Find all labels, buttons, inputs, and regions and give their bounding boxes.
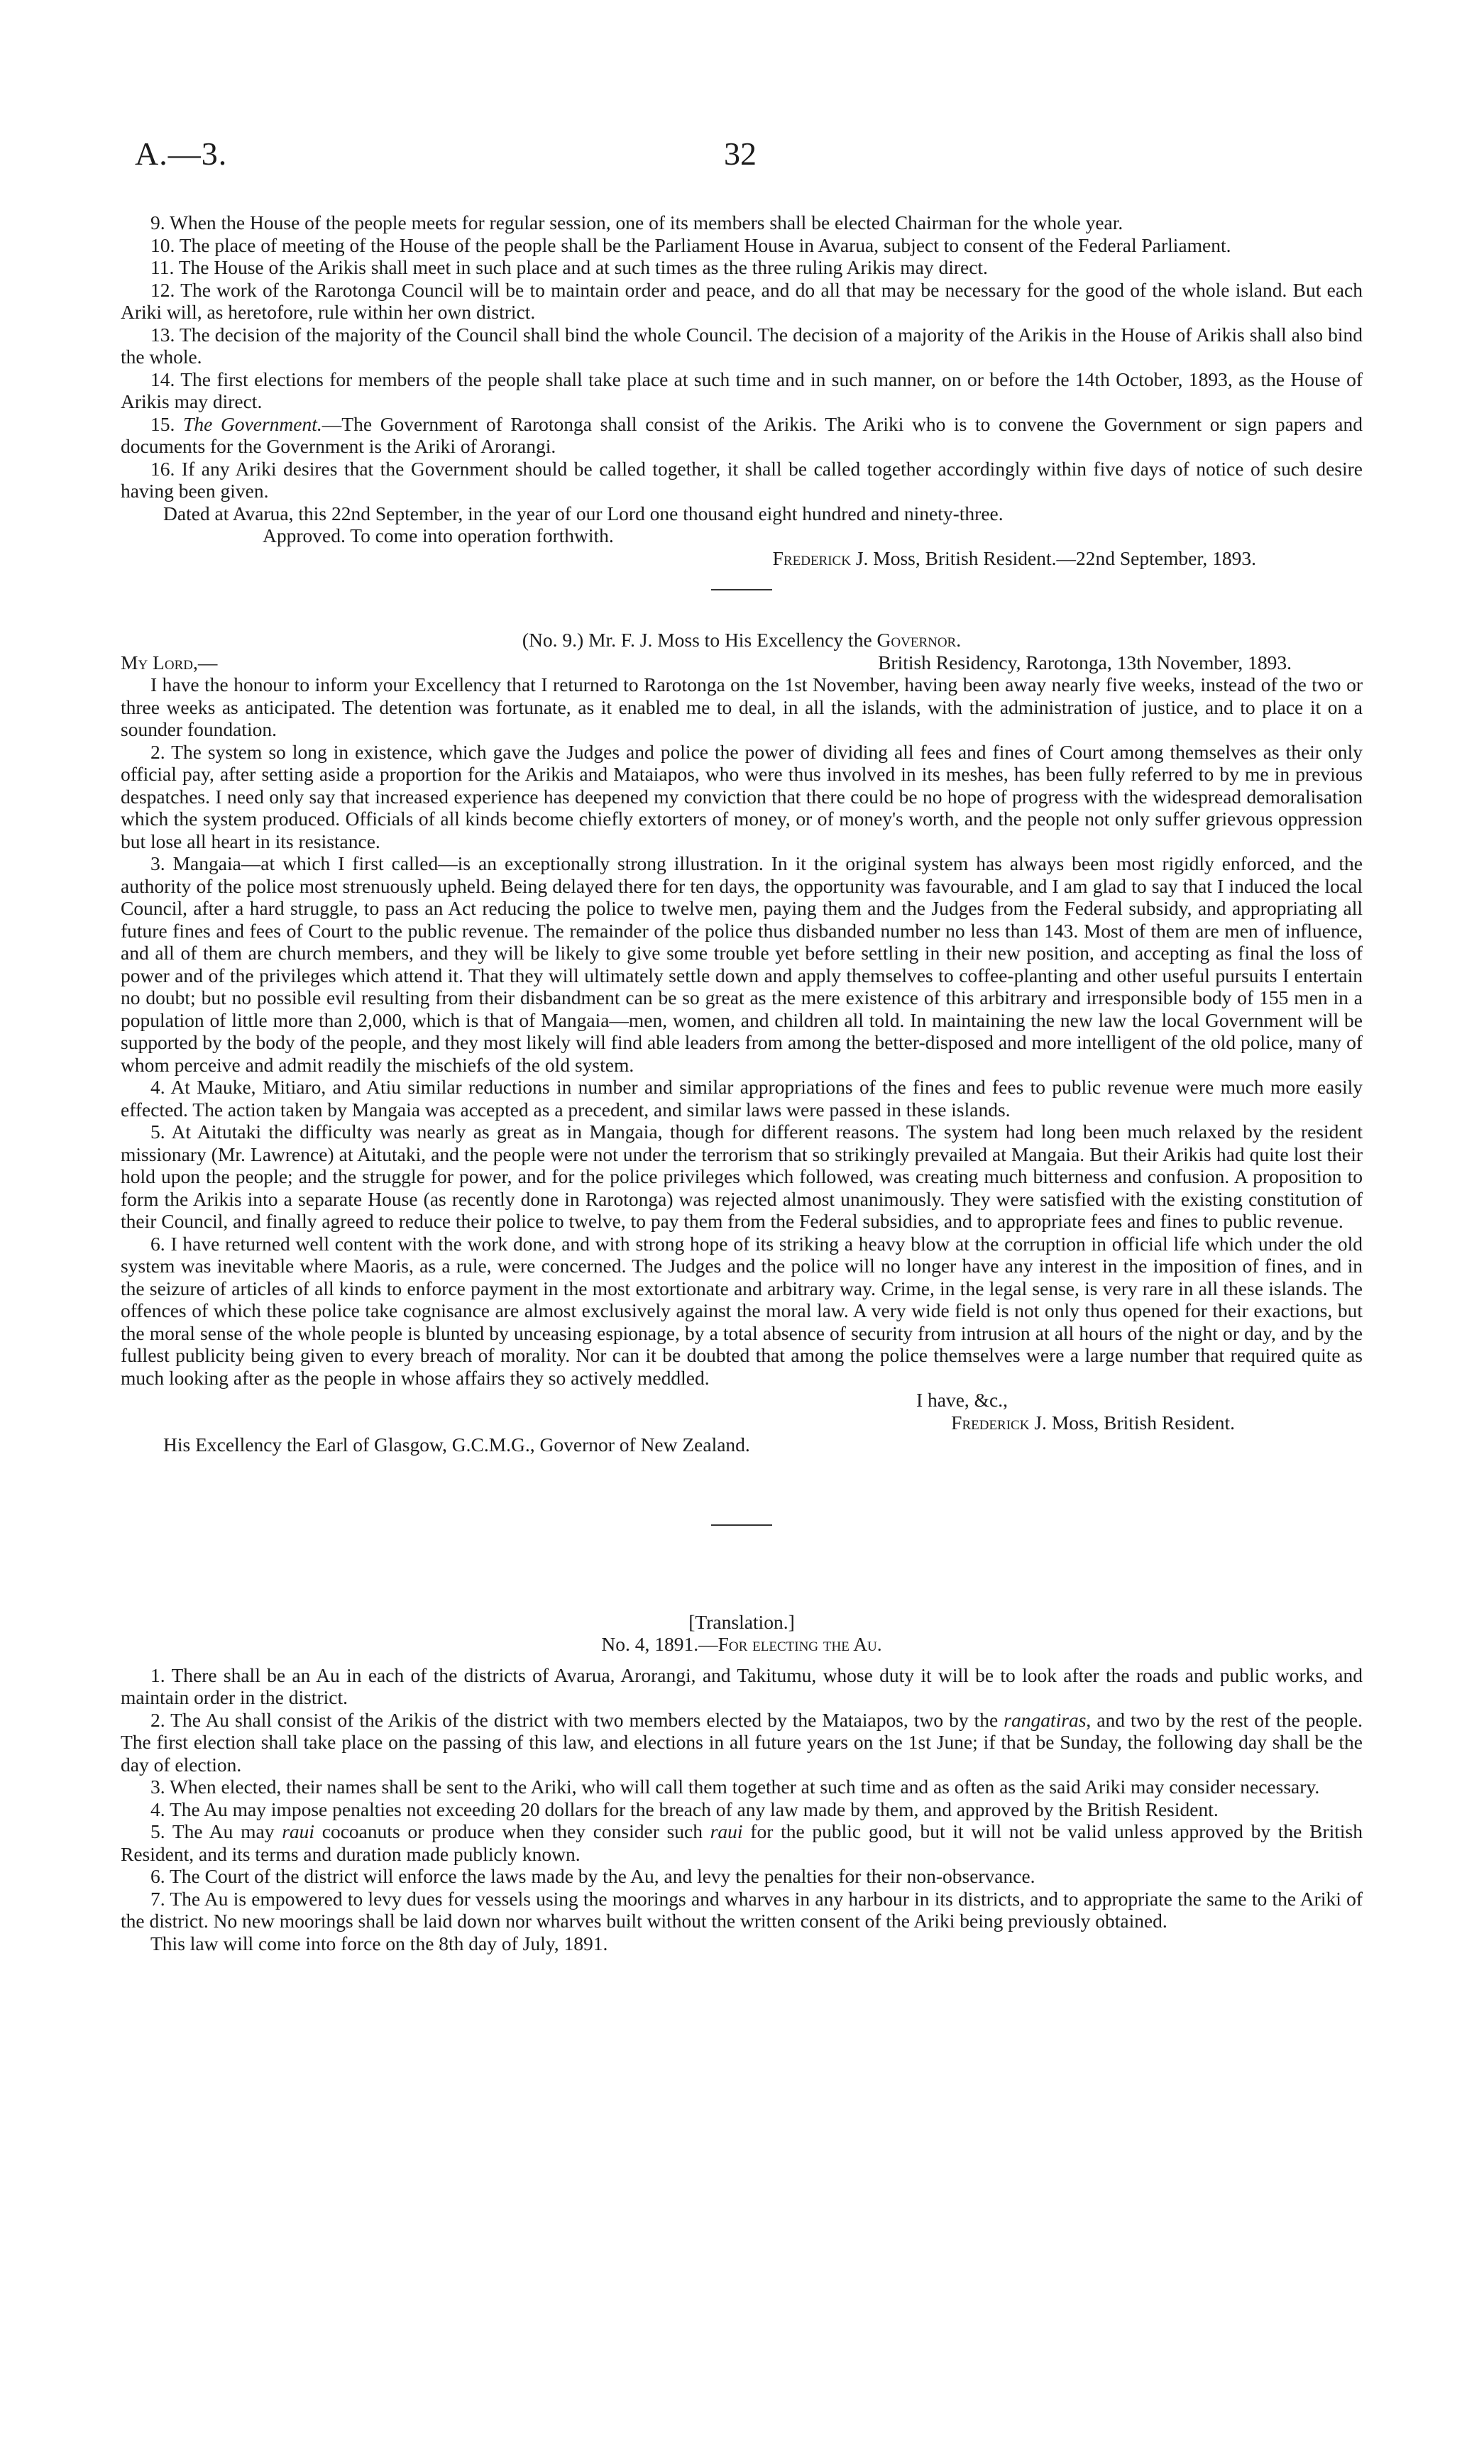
- clause-9: 9. When the House of the people meets for regular session, one of its members shall be elected Chairman for the whole year.: [150, 211, 1123, 233]
- letter-paragraph: 3. Mangaia—at which I first called—is an exceptionally strong illustration. In it the original system has always been most rigidly enforced, and the authority of the police most strenuously upheld. Being delayed there for ten days, the opportunity was favourable, and I am glad to say that I induced the local Council, after a hard struggle, to pass an Act reducing the police to twelve men, paying them and the Judges from the Federal subsidy, and appropriating all future fines and fees of Court to the public revenue. The remainder of the police thus disbanded number no less than 143. Most of them are men of influence, and all of them are church members, and they will be likely to give some trouble yet before settling in their new position, and accepting as final the loss of power and of the privileges which attend it. That they will ultimately settle down and apply themselves to coffee-planting and other useful pursuits I entertain no doubt; but no possible evil resulting from their disbandment can be so great as the mere existence of this arbitrary and irresponsible body of 155 men in a population of little more than 2,000, which is that of Mangaia—men, women, and children all told. In maintaining the new law the local Government will be supported by the body of the people, and they most likely will find able leaders from among the better-disposed and more intelligent of the old police, many of whom perceive and admit readily the mischiefs of the old system.: [121, 852, 1363, 1076]
- law-item-7: 7. The Au is empowered to levy dues for vessels using the moorings and wharves in any harbour in its districts, and to appropriate the same to the Ariki of the district. No new moorings shall be laid down nor wharves built without the written consent of the Ariki being previously obtained.: [121, 1887, 1363, 1932]
- page-header: [135, 135, 1356, 185]
- translation-heading: No. 4, 1891.—For electing the Au.: [601, 1633, 882, 1655]
- letter-paragraph: 4. At Mauke, Mitiaro, and Atiu similar reductions in number and similar appropriations of the fines and fees to public revenue were much more easily effected. The action taken by Mangaia was accepted as a precedent, and similar laws were passed in these islands.: [121, 1076, 1363, 1121]
- law-item-3: 3. When elected, their names shall be sent to the Ariki, who will call them together at such time and as often as the said Ariki may consider necessary.: [150, 1776, 1320, 1798]
- clause-12: 12. The work of the Rarotonga Council will be to maintain order and peace, and do all that may be necessary for the good of the whole island. But each Ariki will, as heretofore, rule within her own district.: [121, 278, 1363, 323]
- salutation-row: [121, 651, 1363, 674]
- law-item-4: 4. The Au may impose penalties not exceeding 20 dollars for the breach of any law made by them, and approved by the British Resident.: [150, 1798, 1219, 1820]
- document-reference: A.—3.: [135, 136, 228, 172]
- clause-16: 16. If any Ariki desires that the Government should be called together, it shall be called together accordingly within five days of notice of such desire having been given.: [121, 457, 1363, 502]
- page-body: [121, 211, 1363, 1954]
- clause-10: 10. The place of meeting of the House of the people shall be the Parliament House in Avarua, subject to consent of the Federal Parliament.: [150, 233, 1231, 256]
- letter-addressee: His Excellency the Earl of Glasgow, G.C.M.G., Governor of New Zealand.: [163, 1434, 750, 1456]
- letter-paragraph: 5. At Aitutaki the difficulty was nearly as great as in Mangaia, though for different reasons. The system had long been much relaxed by the resident missionary (Mr. Lawrence) at Aitutaki, and the people were not under the terrorism that so strikingly prevailed at Mangaia. But their Arikis had quite lost their hold upon the people; and the struggle for power, and for the police privileges which followed, was creating much bitterness and confusion. A proposition to form the Arikis into a separate House (as recently done in Rarotonga) was rejected almost unanimously. They were satisfied with the existing constitution of their Council, and finally agreed to reduce their police to twelve, to pay them from the Federal subsidies, and to appropriate fees and fines to public revenue.: [121, 1121, 1363, 1232]
- law-item-5: 5. The Au may raui cocoanuts or produce when they consider such raui for the public good, but it will not be valid unless approved by the British Resident, and its terms and duration made publicly known.: [121, 1820, 1363, 1865]
- law-item-2: 2. The Au shall consist of the Arikis of the district with two members elected by the Mataiapos, two by the rangatiras, and two by the rest of the people. The first election shall take place on the passing of this law, and elections in all future years on the 1st June; if that be Sunday, the following day shall be the day of election.: [121, 1708, 1363, 1776]
- letter-heading: (No. 9.) Mr. F. J. Moss to His Excellency the Governor.: [522, 629, 962, 651]
- letter-no-9: [121, 629, 1363, 1456]
- clause-14: 14. The first elections for members of the people shall take place at such time and in such manner, on or before the 14th October, 1893, as the House of Arikis may direct.: [121, 368, 1363, 412]
- clause-15-title: The Government.: [183, 412, 322, 435]
- clause-11: 11. The House of the Arikis shall meet in such place and at such times as the three ruling Arikis may direct.: [150, 256, 988, 278]
- salutation: My Lord,—: [121, 651, 218, 673]
- law-item-6: 6. The Court of the district will enforce the laws made by the Au, and levy the penalties for their non-observance.: [150, 1865, 1035, 1887]
- law-in-force-line: This law will come into force on the 8th day of July, 1891.: [150, 1932, 608, 1954]
- letter-paragraph: 6. I have returned well content with the work done, and with strong hope of its striking a heavy blow at the corruption in official life which under the old system was inevitable where Maoris, as a rule, were concerned. The Judges and the police will no longer have any interest in the imposition of fines, and in the seizure of articles of all kinds to enforce payment in the most extortionate and arbitrary way. Crime, in the legal sense, is very rare in all these islands. The offences of which these police take cognisance are almost exclusively against the moral law. A very wide field is not only thus opened for their exactions, but the moral sense of the whole people is blunted by unceasing espionage, by a total absence of security from intrusion at all hours of the night or day, and by the fullest publicity being given to every breach of morality. Nor can it be doubted that among the police themselves were a large number that required quite as much looking after as the people in whose affairs they so actively meddled.: [121, 1232, 1363, 1389]
- approved-line: Approved. To come into operation forthwith.: [263, 524, 614, 546]
- page-number: 32: [724, 136, 757, 172]
- letter-address: British Residency, Rarotonga, 13th November, 1893.: [878, 651, 1292, 673]
- translation-label: [Translation.]: [688, 1610, 795, 1633]
- dated-line: Dated at Avarua, this 22nd September, in the year of our Lord one thousand eight hundred and ninety-three.: [163, 502, 1004, 524]
- letter-paragraph: I have the honour to inform your Excellency that I returned to Rarotonga on the 1st November, having been away nearly five weeks, instead of the two or three weeks as anticipated. The detention was fortunate, as it enabled me to deal, in all the islands, with the administration of justice, and to place it on a sounder foundation.: [121, 673, 1363, 740]
- letter-paragraph: 2. The system so long in existence, which gave the Judges and police the power of dividing all fees and fines of Court among themselves as their only official pay, after setting aside a proportion for the Arikis and Mataiapos, who were thus involved in its meshes, has been fully referred to by me in previous despatches. I need only say that increased experience has deepened my conviction that there could be no hope of progress with the widespread demoralisation which the system produced. Officials of all kinds become chiefly extorters of money, or of money's worth, and the people not only suffer grievous oppression but lose all heart in its resistance.: [121, 740, 1363, 852]
- constitution-clauses: [121, 211, 1363, 569]
- clause-13: 13. The decision of the majority of the Council shall bind the whole Council. The decision of a majority of the Arikis in the House of Arikis shall also bind the whole.: [121, 323, 1363, 368]
- letter-signature: Frederick J. Moss, British Resident.: [951, 1411, 1235, 1434]
- translation-section: [121, 1611, 1363, 1955]
- law-item-1: 1. There shall be an Au in each of the districts of Avarua, Arorangi, and Takitumu, whose duty it will be to look after the roads and public works, and maintain order in the district.: [121, 1663, 1363, 1708]
- signature-block-1: Frederick J. Moss, British Resident.—22nd September, 1893.: [772, 546, 1256, 569]
- letter-closing: I have, &c.,: [916, 1389, 1008, 1411]
- clause-15: 15. The Government.—The Government of Rarotonga shall consist of the Arikis. The Ariki who is to convene the Government or sign papers and documents for the Government is the Ariki of Arorangi.: [121, 412, 1363, 457]
